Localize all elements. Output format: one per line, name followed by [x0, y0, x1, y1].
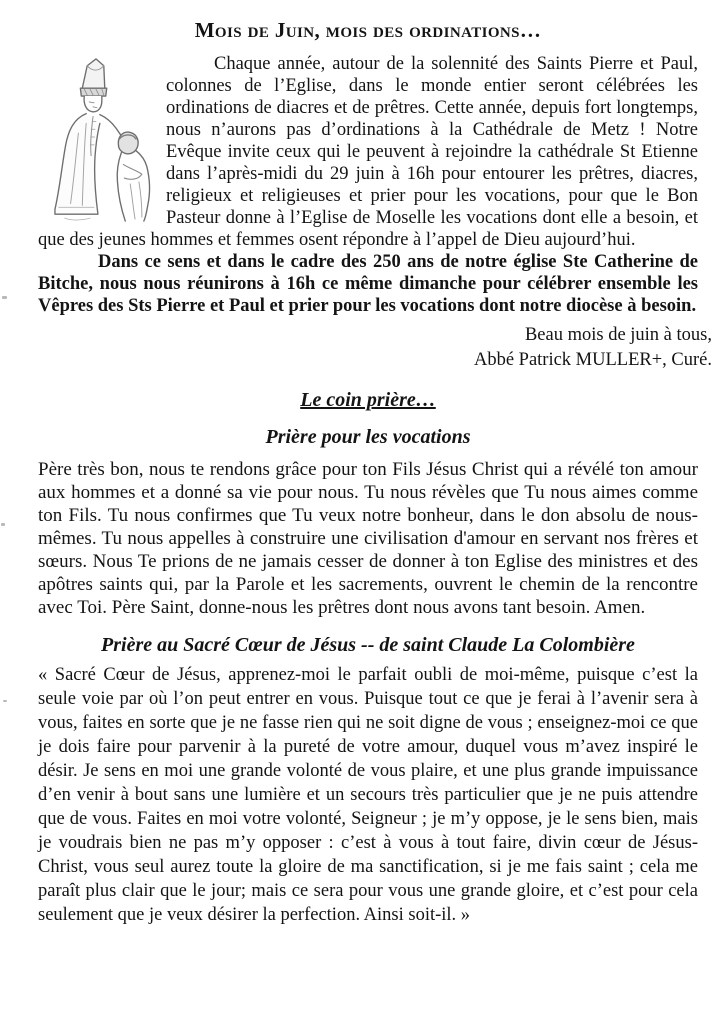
vocations-prayer-text: Père très bon, nous te rendons grâce pour ton Fils Jésus Christ qui a révélé ton amour aux hommes et a donné sa vie pour nous. Tu nous révèles que Tu nous aimes comme ton Fils. Tu nous confirmes que Tu veux notre bonheur, dans le don absolu de nous-mêmes. Tu nous appelles à construire une civilisation d'amour en servant nos frères et sœurs. Nous Te prions de ne jamais cesser de donner à ton Eglise des ministres et des apôtres saints qui, par la Parole et les sacrements, ouvrent le chemin de la rencontre avec Toi. Père Saint, donne-nous les prêtres dont nous avons tant besoin. Amen.	[38, 459, 698, 618]
document-title: Mois de Juin, mois des ordinations…	[194, 18, 542, 42]
prayer-corner-heading: Le coin prière…	[300, 389, 436, 411]
announcement-bold-paragraph: Dans ce sens et dans le cadre des 250 ans de notre église Ste Catherine de Bitche, nous nous réunirons à 16h ce même dimanche pour célébrer ensemble les Vêpres des Sts Pierre et Paul et prier pour les vocations dont notre diocèse à besoin.	[38, 252, 698, 316]
sacred-heart-prayer-title: Prière au Sacré Cœur de Jésus -- de saint Claude La Colombière	[101, 634, 635, 656]
scan-speck	[1, 523, 5, 526]
signoff-greeting: Beau mois de juin à tous,	[524, 325, 712, 345]
vocations-prayer-title: Prière pour les vocations	[265, 426, 471, 448]
signoff-author: Abbé Patrick MULLER+, Curé.	[473, 350, 712, 370]
signoff-block	[38, 323, 712, 373]
intro-section	[38, 53, 698, 251]
ordination-illustration	[34, 55, 156, 223]
scan-speck	[3, 700, 7, 702]
sacred-heart-prayer-text: « Sacré Cœur de Jésus, apprenez-moi le parfait oubli de moi-même, puisque c’est la seule voie par où l’on peut entrer en vous. Puisque tout ce que je ferai à l’avenir sera à vous, faites en sorte que je ne fasse rien qui ne soit digne de vous ; enseignez-moi ce que je dois faire pour parvenir à la pureté de votre amour, duquel vous m’avez inspiré le désir. Je sens en moi une grande volonté de vous plaire, et une plus grande impuissance d’en venir à bout sans une lumière et un secours très particulier que je ne puis attendre que de vous. Faites en moi votre volonté, Seigneur ; je m’y oppose, je le sens bien, mais je voudrais bien ne pas m’y opposer : c’est à vous à tout faire, divin cœur de Jésus-Christ, vous seul aurez toute la gloire de ma sanctification, si je me fais saint ; cela me paraît plus clair que le jour; mais ce sera pour vous une grande gloire, et c’est pour cela seulement que je veux désirer la perfection. Ainsi soit-il. »	[38, 665, 698, 925]
intro-paragraph: Chaque année, autour de la solennité des Saints Pierre et Paul, colonnes de l’Eglise, dans le monde entier seront célébrées les ordinations de diacres et de prêtres. Cette année, depuis fort longtemps, nous n’aurons pas d’ordinations à la Cathédrale de Metz ! Notre Evêque invite ceux qui le peuvent à rejoindre la cathédrale St Etienne dans l’après-midi du 29 juin à 16h pour entourer les prêtres, diacres, religieux et religieuses et prier pour les vocations, pour que le Bon Pasteur donne à l’Eglise de Moselle les vocations dont elle a besoin, et que des jeunes hommes et femmes osent répondre à l’appel de Dieu aujourd’hui.	[38, 54, 698, 250]
scan-speck	[2, 296, 7, 299]
